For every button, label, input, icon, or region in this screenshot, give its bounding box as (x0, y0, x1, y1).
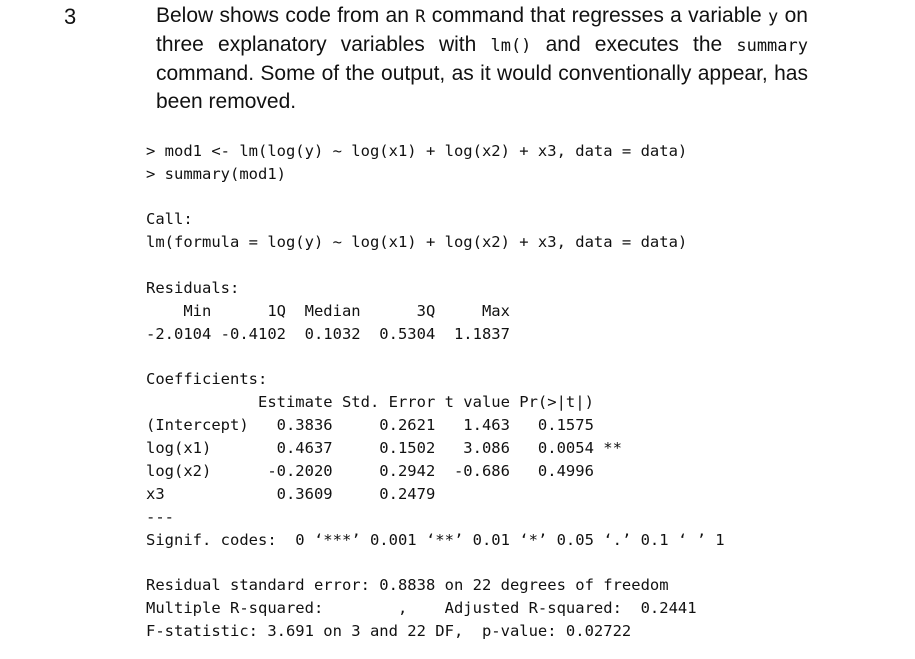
command-line: > summary(mod1) (146, 165, 286, 183)
signif-codes: Signif. codes: 0 ‘***’ 0.001 ‘**’ 0.01 ‘*’ 0.05 ‘.’ 0.1 ‘ ’ 1 (146, 531, 725, 549)
inline-code: summary (736, 36, 808, 56)
residuals-values: -2.0104 -0.4102 0.1032 0.5304 1.1837 (146, 325, 510, 343)
coefficients-header: Estimate Std. Error t value Pr(>|t|) (146, 393, 594, 411)
call-block (146, 208, 687, 254)
f-statistic-line: F-statistic: 3.691 on 3 and 22 DF, p-value: 0.02722 (146, 622, 632, 640)
residuals-block (146, 277, 510, 346)
call-heading: Call: (146, 210, 193, 228)
command-line: > mod1 <- lm(log(y) ~ log(x1) + log(x2) + x3, data = data) (146, 142, 688, 160)
r-squared-line: Multiple R-squared: , Adjusted R-squared: 0.2441 (146, 599, 697, 617)
prose-text: command. Some of the output, as it would conventionally appear, has been removed. (156, 62, 808, 113)
residuals-heading: Residuals: (146, 279, 240, 297)
inline-code: R (415, 7, 426, 27)
residual-standard-error: Residual standard error: 0.8838 on 22 degrees of freedom (146, 576, 669, 594)
coefficients-heading: Coefficients: (146, 370, 268, 388)
prose-text: and executes the (531, 33, 737, 56)
question-number: 3 (64, 4, 77, 29)
coefficients-block (146, 368, 725, 552)
inline-code: y (768, 7, 779, 27)
coefficient-row: (Intercept) 0.3836 0.2621 1.463 0.1575 (146, 416, 594, 434)
residuals-header: Min 1Q Median 3Q Max (146, 302, 510, 320)
call-formula: lm(formula = log(y) ~ log(x1) + log(x2) + x3, data = data) (146, 233, 688, 251)
coefficient-row: log(x2) -0.2020 0.2942 -0.686 0.4996 (146, 462, 594, 480)
command-block (146, 140, 687, 186)
question-text (156, 2, 808, 116)
prose-text: command that regresses a variable (425, 4, 769, 27)
separator: --- (146, 508, 174, 526)
inline-code: lm() (490, 36, 532, 56)
prose-text: on three explanatory variables with (156, 4, 808, 56)
coefficient-row: log(x1) 0.4637 0.1502 3.086 0.0054 ** (146, 439, 622, 457)
prose-text: Below shows code from an (156, 4, 416, 27)
summary-block (146, 574, 697, 643)
coefficient-row: x3 0.3609 0.2479 (146, 485, 436, 503)
